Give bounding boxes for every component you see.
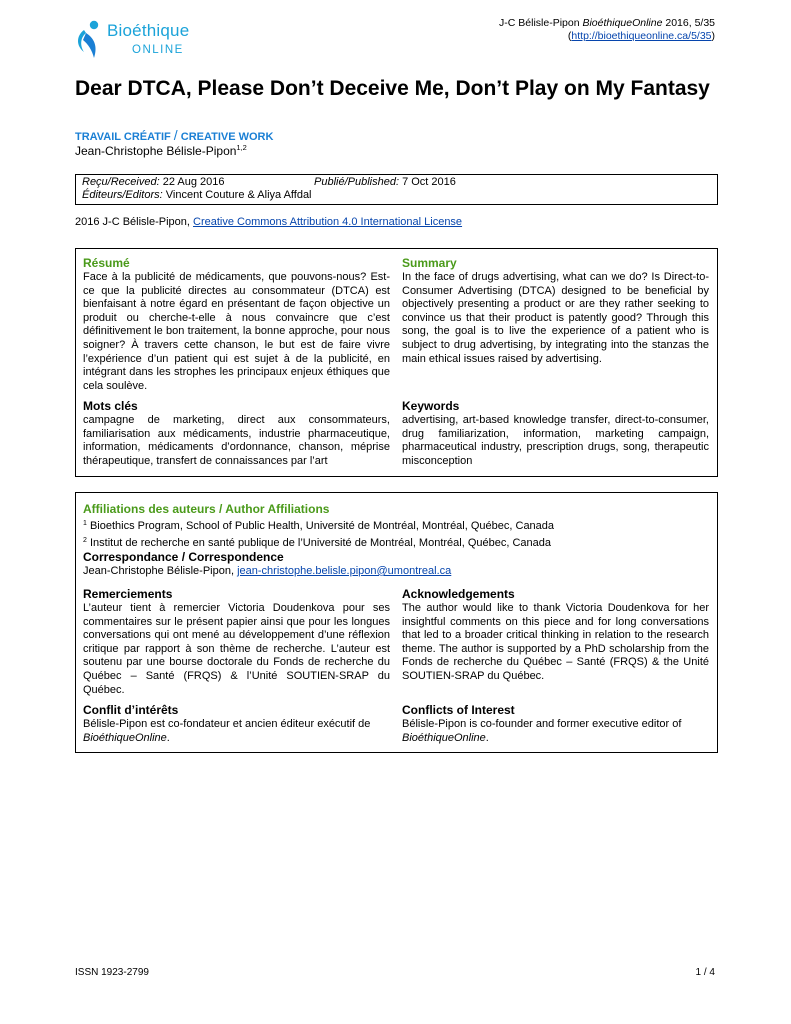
journal-logo: [74, 18, 214, 62]
conflicts-period: .: [485, 731, 489, 744]
correspondance-section: [83, 550, 713, 579]
correspondance-line: [83, 565, 713, 579]
affiliation-item: [83, 517, 713, 534]
acknowledgements-heading: Acknowledgements: [402, 587, 515, 601]
published-label: Publié/Published:: [314, 176, 400, 188]
received-value: 22 Aug 2016: [159, 176, 225, 188]
resume-heading: Résumé: [83, 256, 130, 270]
category-separator: /: [173, 127, 178, 143]
conflicts-heading: Conflicts of Interest: [402, 703, 515, 717]
resume-text: Face à la publicité de médicaments, que pouvons-nous? Est-ce que la publicité directes au consommateur (DTCA) est bienfaisant à notre égard en présentant de façon objective un produit ou cherche-t-elle à nous convaincre que c’est définitivement le bon traitement, la bonne approche, pour nous soigner? À travers cette chanson, le but est de faire vivre l’expérience d’un patient qui est sujet à de la publicité, en intégrant dans les strophes les principaux enjeux éthiques que cela soulève.: [83, 271, 390, 392]
conflit-text-main: Bélisle-Pipon est co-fondateur et ancien éditeur exécutif de: [83, 718, 371, 730]
author-name: Jean-Christophe Bélisle-Pipon: [75, 144, 237, 158]
conflit-period: .: [166, 731, 170, 744]
footer-issn: ISSN 1923-2799: [75, 967, 149, 978]
dates-box: [75, 174, 718, 205]
affiliation-number: 1: [83, 520, 87, 527]
paren-open: (: [567, 30, 572, 42]
editors-value: Vincent Couture & Aliya Affdal: [162, 189, 312, 201]
license-line: [75, 216, 462, 228]
affiliations-box: [75, 492, 718, 753]
paren-close: ): [711, 30, 715, 42]
category-en: CREATIVE WORK: [180, 131, 274, 143]
conflicts-text: [402, 718, 709, 745]
keywords-section: [402, 399, 709, 468]
mots-cles-heading: Mots clés: [83, 399, 138, 413]
citation: [499, 17, 715, 30]
summary-text: In the face of drugs advertising, what can we do? Is Direct-to-Consumer Advertising (DTCA) designed to be beneficial by objectively presenting a product or are they rather seeking to convince us that their product is patently good? Through this song, the goal is to live the experience of a patient who is subject to drug advertising, by integrating into the stanzas the main ethical issues raised by advertising.: [402, 271, 709, 365]
affiliation-item: [83, 534, 713, 551]
resume-section: [83, 256, 390, 393]
editors-label: Éditeurs/Editors:: [82, 189, 163, 201]
author-affiliation-refs: 1,2: [236, 143, 247, 152]
citation-journal: BioéthiqueOnline: [582, 17, 663, 29]
conflicts-text-main: Bélisle-Pipon is co-founder and former executive editor of: [402, 718, 682, 730]
correspondance-email-link[interactable]: jean-christophe.belisle.pipon@umontreal.ca: [237, 565, 452, 577]
category-fr: TRAVAIL CRÉATIF: [75, 131, 171, 143]
received-label: Reçu/Received:: [82, 176, 160, 188]
article-url-link[interactable]: http://bioethiqueonline.ca/5/35: [571, 30, 712, 42]
conflit-section: [83, 703, 390, 745]
published-date: [314, 176, 456, 189]
footer-page-number: 1 / 4: [695, 967, 715, 978]
keywords-heading: Keywords: [402, 399, 460, 413]
affiliation-number: 2: [83, 536, 87, 544]
affiliations-section: [83, 502, 713, 550]
keywords-text: advertising, art-based knowledge transfer, direct-to-consumer, drug familiarization, information, marketing campaign, pharmaceutical industry, prescription drugs, song, therapeutic misconception: [402, 414, 709, 467]
abstract-box: [75, 248, 718, 477]
conflit-text: [83, 718, 390, 745]
logo-wordmark: Bioéthique: [107, 21, 190, 40]
affiliations-heading: Affiliations des auteurs / Author Affiliations: [83, 502, 330, 516]
conflit-journal: BioéthiqueOnline: [83, 731, 167, 744]
mots-cles-section: [83, 399, 390, 468]
remerciements-text: L’auteur tient à remercier Victoria Doudenkova pour ses commentaires sur le présent papier ainsi que pour les longues conversations qui ont mené au développement d’une réflexion critique par rapport à son thème de recherche. L’auteur est soutenu par une bourse doctorale du Fonds de recherche du Québec – Santé (FRQS) & l’Unité SOUTIEN-SRAP du Québec.: [83, 602, 390, 696]
affiliation-text: Institut de recherche en santé publique de l’Université de Montréal, Montréal, Québec, Canada: [86, 536, 552, 549]
conflit-heading: Conflit d’intérêts: [83, 703, 179, 717]
editors: [82, 189, 711, 202]
running-head: [499, 17, 715, 43]
conflicts-journal: BioéthiqueOnline: [402, 731, 486, 744]
citation-volume: 2016, 5/35: [662, 17, 715, 29]
correspondance-heading: Correspondance / Correspondence: [83, 550, 284, 564]
remerciements-section: [83, 587, 390, 697]
license-prefix: 2016 J-C Bélisle-Pipon,: [75, 216, 194, 228]
citation-author: J-C Bélisle-Pipon: [499, 17, 583, 29]
author-line: [75, 143, 247, 158]
mots-cles-text: campagne de marketing, direct aux consommateurs, familiarisation aux médicaments, industrie pharmaceutique, information, médicaments d’ordonnance, chanson, méprise thérapeutique, transfert de connaissances par l’art: [83, 414, 390, 467]
acknowledgements-text: The author would like to thank Victoria Doudenkova for her insightful comments on this piece and for long conversations that led to a broader critical thinking in relation to the research theme. The author is supported by a PhD scholarship from the Fonds de recherche du Québec – Santé (FRQS) & the Unité SOUTIEN-SRAP du Québec.: [402, 602, 709, 682]
logo-mark-icon: [74, 18, 108, 62]
article-title: Dear DTCA, Please Don’t Deceive Me, Don’t Play on My Fantasy: [75, 77, 710, 100]
affiliation-text: Bioethics Program, School of Public Health, Université de Montréal, Montréal, Québec, Canada: [86, 520, 555, 532]
citation-url: [499, 30, 715, 43]
logo-subtitle: ONLINE: [132, 44, 184, 56]
summary-heading: Summary: [402, 256, 457, 270]
acknowledgements-section: [402, 587, 709, 684]
article-category: [75, 127, 273, 143]
correspondance-name: Jean-Christophe Bélisle-Pipon,: [83, 565, 238, 577]
remerciements-heading: Remerciements: [83, 587, 173, 601]
license-link[interactable]: Creative Commons Attribution 4.0 International License: [193, 216, 463, 228]
summary-section: [402, 256, 709, 366]
conflicts-section: [402, 703, 709, 745]
published-value: 7 Oct 2016: [399, 176, 456, 188]
